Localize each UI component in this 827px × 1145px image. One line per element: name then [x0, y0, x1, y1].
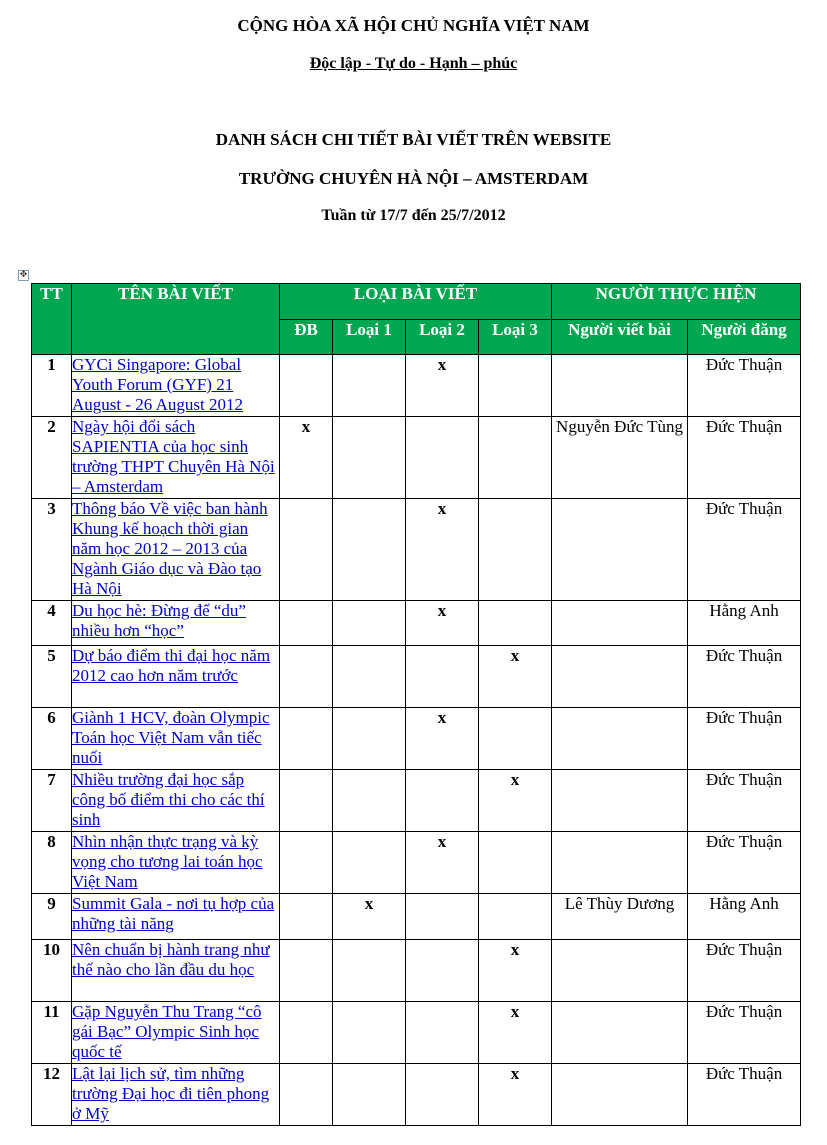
article-title-link[interactable]: Thông báo Về việc ban hành Khung kế hoạch thời gian năm học 2012 – 2013 của Ngành Giáo dục và Đào tạo Hà Nội: [72, 499, 268, 598]
table-row: [32, 708, 801, 770]
db-mark: [280, 770, 333, 832]
loai1-mark: [333, 1002, 406, 1064]
writer-name: [552, 499, 688, 601]
db-mark: [280, 1002, 333, 1064]
db-mark: [280, 940, 333, 1002]
loai3-mark: x: [479, 646, 552, 708]
loai3-mark: [479, 894, 552, 940]
db-mark: [280, 499, 333, 601]
loai1-mark: [333, 601, 406, 646]
writer-name: [552, 832, 688, 894]
loai3-mark: [479, 355, 552, 417]
row-number: 12: [32, 1064, 72, 1126]
loai3-mark: x: [479, 770, 552, 832]
school-name: TRƯỜNG CHUYÊN HÀ NỘI – AMSTERDAM: [238, 169, 589, 188]
loai3-mark: [479, 832, 552, 894]
db-mark: [280, 646, 333, 708]
loai3-mark: [479, 417, 552, 499]
loai2-mark: [406, 1064, 479, 1126]
poster-name: Đức Thuận: [688, 417, 801, 499]
articles-table: [31, 283, 801, 1126]
week-range: Tuần từ 17/7 đến 25/7/2012: [321, 207, 506, 224]
loai2-mark: [406, 646, 479, 708]
writer-name: [552, 646, 688, 708]
writer-name: Lê Thùy Dương: [552, 894, 688, 940]
loai2-mark: x: [406, 499, 479, 601]
article-title-link[interactable]: Nhiều trường đại học sắp công bố điểm thi cho các thí sinh: [72, 770, 265, 829]
col-header-loai1: Loại 1: [333, 320, 406, 355]
poster-name: Hằng Anh: [688, 894, 801, 940]
col-header-person-group: NGƯỜI THỰC HIỆN: [552, 284, 801, 320]
writer-name: [552, 601, 688, 646]
writer-name: [552, 355, 688, 417]
db-mark: [280, 894, 333, 940]
article-title-link[interactable]: Du học hè: Đừng để “du” nhiều hơn “học”: [72, 601, 246, 640]
col-header-type-group: LOẠI BÀI VIẾT: [280, 284, 552, 320]
loai1-mark: [333, 499, 406, 601]
article-title-cell: [72, 940, 280, 1002]
db-mark: [280, 1064, 333, 1126]
document-title: DANH SÁCH CHI TIẾT BÀI VIẾT TRÊN WEBSITE: [215, 130, 612, 149]
article-title-cell: [72, 832, 280, 894]
poster-name: Đức Thuận: [688, 940, 801, 1002]
col-header-name: TÊN BÀI VIẾT: [72, 284, 280, 355]
poster-name: Đức Thuận: [688, 1002, 801, 1064]
table-row: [32, 646, 801, 708]
writer-name: [552, 940, 688, 1002]
loai2-mark: [406, 770, 479, 832]
article-title-link[interactable]: Dự báo điểm thi đại học năm 2012 cao hơn năm trước: [72, 646, 271, 685]
article-title-link[interactable]: Nhìn nhận thực trạng và kỳ vọng cho tương lai toán học Việt Nam: [72, 832, 263, 891]
article-title-link[interactable]: Giành 1 HCV, đoàn Olympic Toán học Việt Nam vẫn tiếc nuối: [72, 708, 270, 767]
writer-name: [552, 770, 688, 832]
poster-name: Đức Thuận: [688, 1064, 801, 1126]
poster-name: Đức Thuận: [688, 499, 801, 601]
row-number: 4: [32, 601, 72, 646]
article-title-link[interactable]: Nên chuẩn bị hành trang như thế nào cho lần đầu du học: [72, 940, 270, 979]
col-header-loai3: Loại 3: [479, 320, 552, 355]
table-row: [32, 601, 801, 646]
writer-name: [552, 1002, 688, 1064]
writer-name: Nguyễn Đức Tùng: [552, 417, 688, 499]
poster-name: Hằng Anh: [688, 601, 801, 646]
loai2-mark: x: [406, 708, 479, 770]
poster-name: Đức Thuận: [688, 832, 801, 894]
loai3-mark: [479, 499, 552, 601]
row-number: 11: [32, 1002, 72, 1064]
article-title-cell: [72, 708, 280, 770]
table-row: [32, 940, 801, 1002]
loai3-mark: [479, 708, 552, 770]
col-header-db: ĐB: [280, 320, 333, 355]
table-row: [32, 894, 801, 940]
article-title-cell: [72, 417, 280, 499]
loai2-mark: [406, 940, 479, 1002]
article-title-cell: [72, 646, 280, 708]
db-mark: [280, 832, 333, 894]
loai1-mark: [333, 832, 406, 894]
loai3-mark: x: [479, 1002, 552, 1064]
table-row: [32, 417, 801, 499]
motto-text: Độc lập - Tự do - Hạnh – phúc: [309, 55, 518, 72]
table-row: [32, 832, 801, 894]
poster-name: Đức Thuận: [688, 646, 801, 708]
row-number: 2: [32, 417, 72, 499]
db-mark: [280, 708, 333, 770]
loai2-mark: x: [406, 355, 479, 417]
writer-name: [552, 1064, 688, 1126]
country-heading: CỘNG HÒA XÃ HỘI CHỦ NGHĨA VIỆT NAM: [237, 16, 590, 35]
article-title-link[interactable]: GYCi Singapore: Global Youth Forum (GYF) 21 August - 26 August 2012: [72, 355, 243, 414]
article-title-link[interactable]: Gặp Nguyễn Thu Trang “cô gái Bạc” Olympic Sinh học quốc tế: [72, 1002, 262, 1061]
loai3-mark: [479, 601, 552, 646]
loai1-mark: [333, 708, 406, 770]
loai1-mark: x: [333, 894, 406, 940]
loai2-mark: [406, 894, 479, 940]
poster-name: Đức Thuận: [688, 355, 801, 417]
table-row: [32, 355, 801, 417]
article-title-cell: [72, 601, 280, 646]
loai1-mark: [333, 1064, 406, 1126]
motto-heading: [0, 55, 827, 73]
db-mark: [280, 601, 333, 646]
db-mark: x: [280, 417, 333, 499]
row-number: 7: [32, 770, 72, 832]
table-row: [32, 770, 801, 832]
table-row: [32, 499, 801, 601]
article-title-cell: [72, 355, 280, 417]
row-number: 9: [32, 894, 72, 940]
col-header-tt: TT: [32, 284, 72, 355]
row-number: 1: [32, 355, 72, 417]
article-title-cell: [72, 894, 280, 940]
db-mark: [280, 355, 333, 417]
loai1-mark: [333, 355, 406, 417]
table-row: [32, 1064, 801, 1126]
loai2-mark: x: [406, 832, 479, 894]
poster-name: Đức Thuận: [688, 708, 801, 770]
table-move-handle-icon[interactable]: ✥: [19, 270, 28, 280]
table-row: [32, 1002, 801, 1064]
article-title-cell: [72, 1064, 280, 1126]
row-number: 10: [32, 940, 72, 1002]
col-header-writer: Người viết bài: [552, 320, 688, 355]
col-header-poster: Người đăng: [688, 320, 801, 355]
row-number: 8: [32, 832, 72, 894]
col-header-loai2: Loại 2: [406, 320, 479, 355]
loai1-mark: [333, 646, 406, 708]
article-title-cell: [72, 499, 280, 601]
loai1-mark: [333, 417, 406, 499]
row-number: 3: [32, 499, 72, 601]
loai2-mark: [406, 1002, 479, 1064]
row-number: 5: [32, 646, 72, 708]
loai3-mark: x: [479, 1064, 552, 1126]
article-title-cell: [72, 1002, 280, 1064]
loai3-mark: x: [479, 940, 552, 1002]
loai1-mark: [333, 940, 406, 1002]
row-number: 6: [32, 708, 72, 770]
loai2-mark: [406, 417, 479, 499]
article-title-link[interactable]: Summit Gala - nơi tụ hợp của những tài năng: [72, 894, 275, 933]
article-title-link[interactable]: Lật lại lịch sử, tìm những trường Đại học đi tiên phong ở Mỹ: [72, 1064, 270, 1123]
writer-name: [552, 708, 688, 770]
poster-name: Đức Thuận: [688, 770, 801, 832]
article-title-link[interactable]: Ngày hội đổi sách SAPIENTIA của học sinh trường THPT Chuyên Hà Nội – Amsterdam: [72, 417, 275, 496]
article-title-cell: [72, 770, 280, 832]
loai2-mark: x: [406, 601, 479, 646]
loai1-mark: [333, 770, 406, 832]
